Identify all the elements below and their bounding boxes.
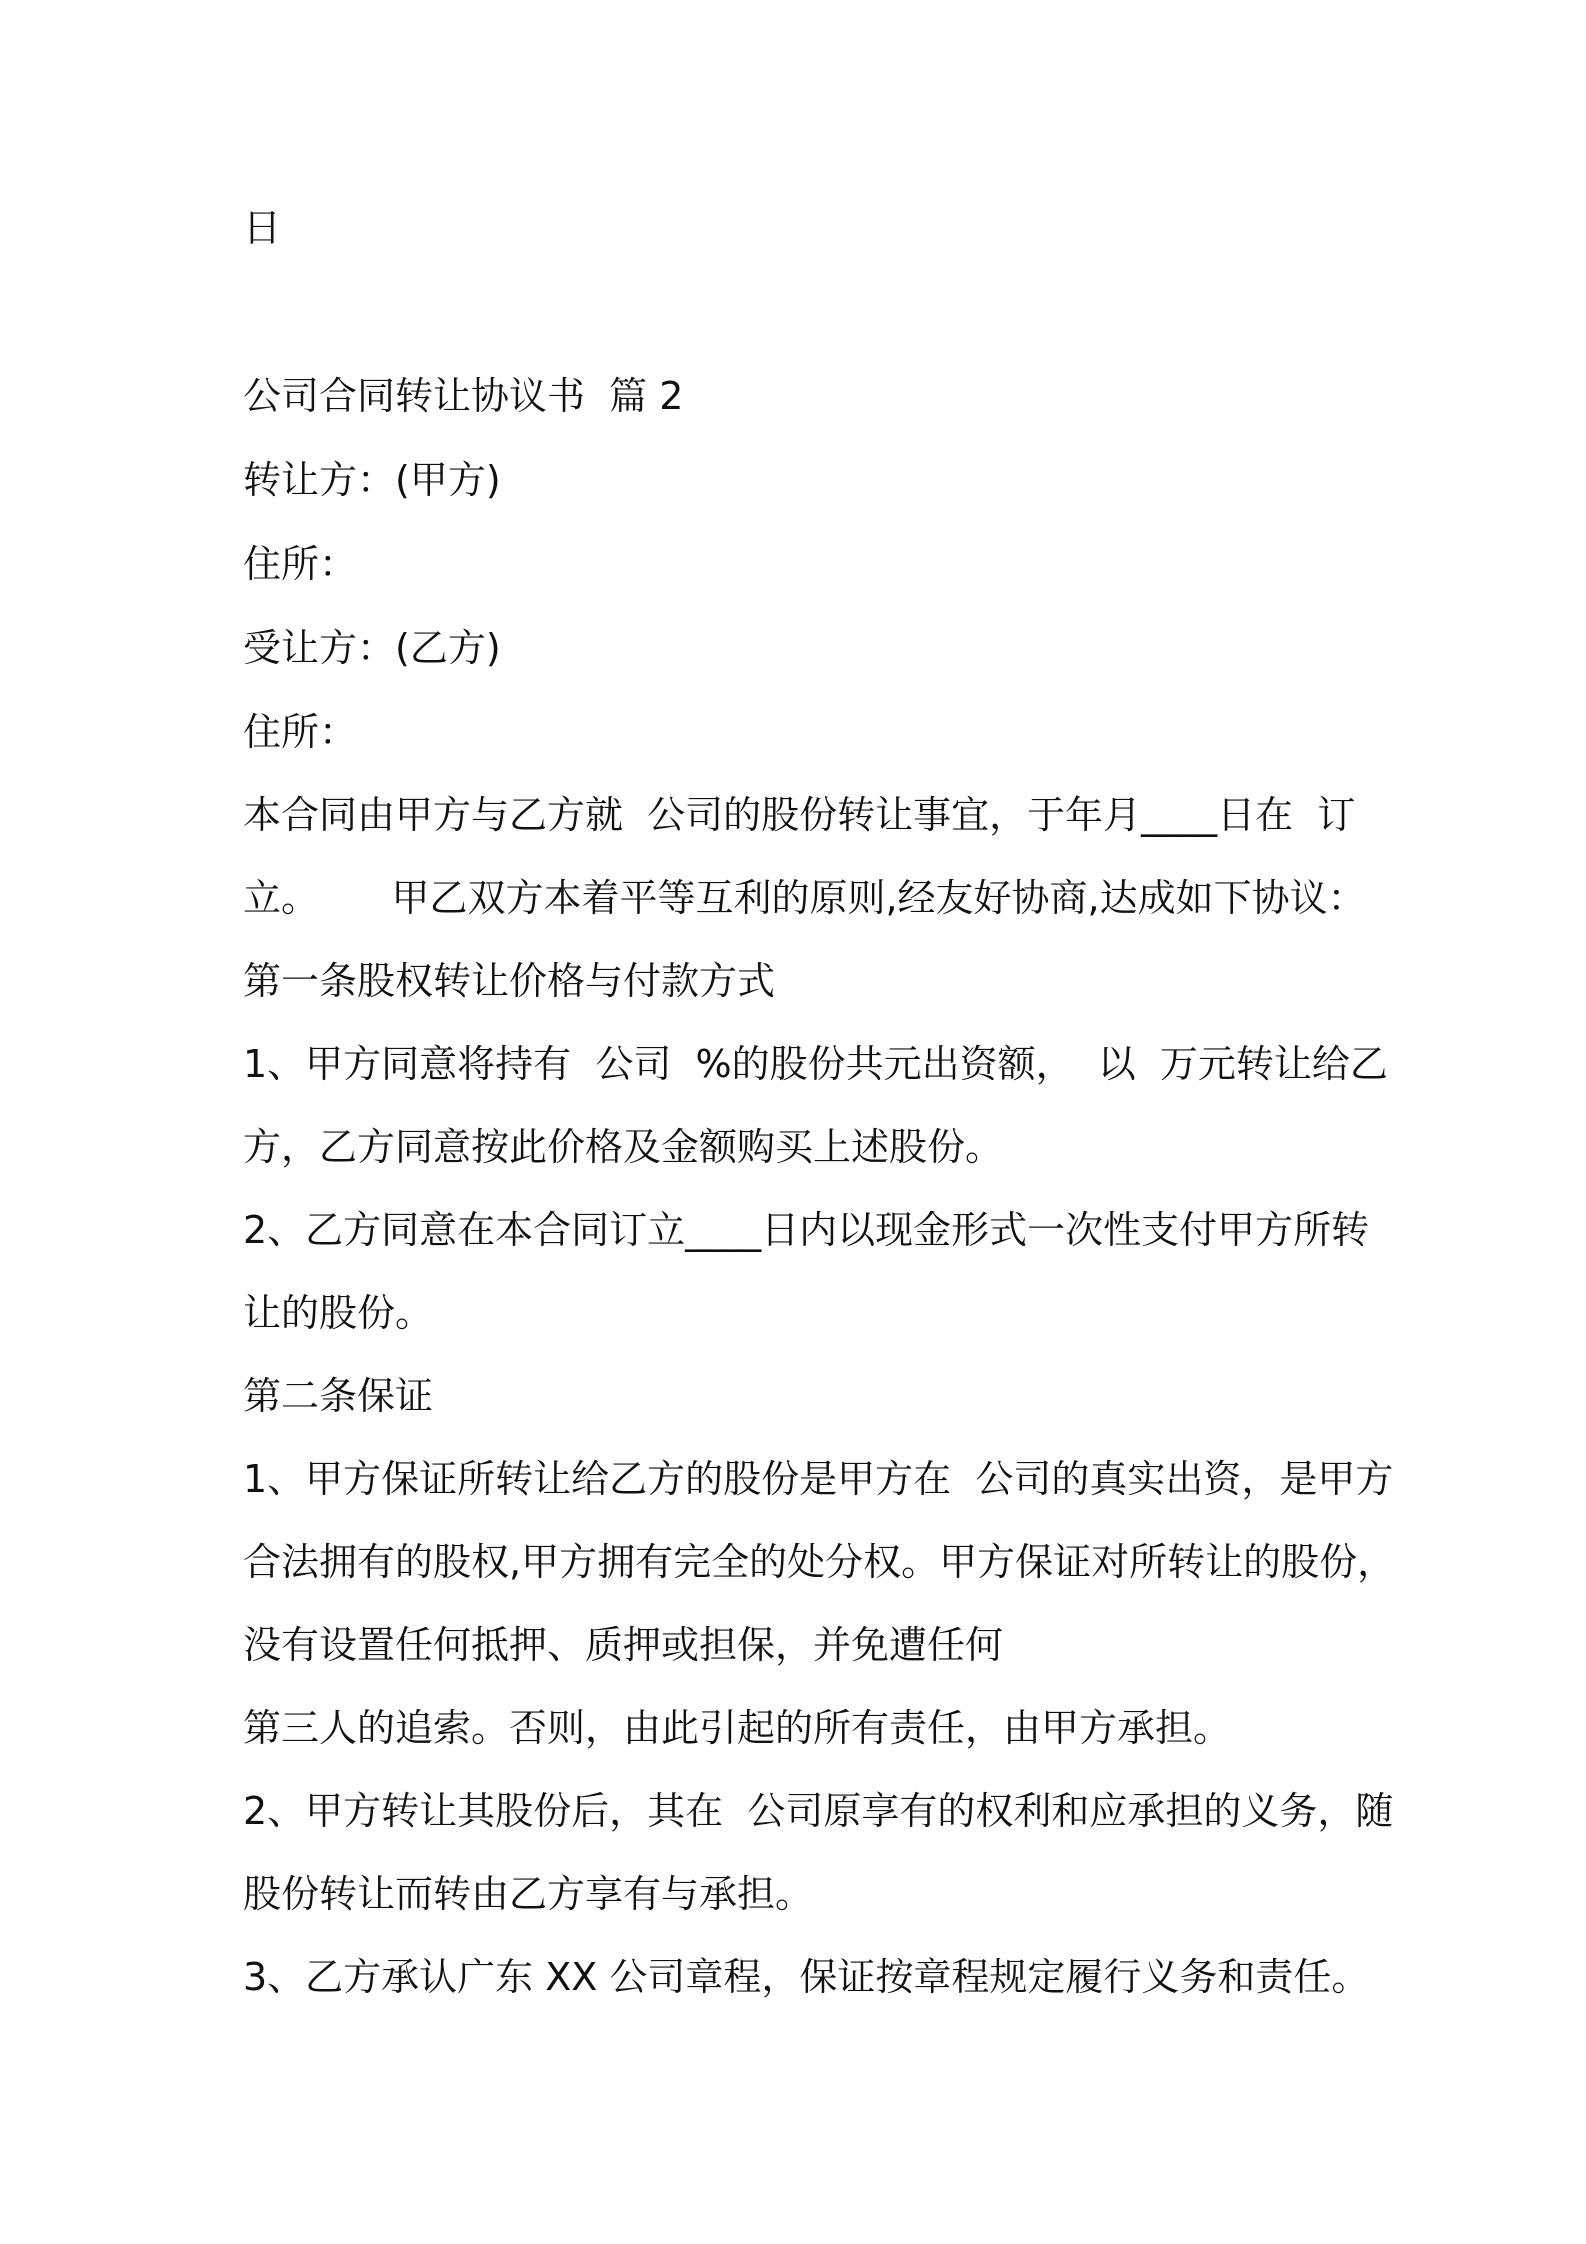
article-1-clause-2-line-1: 2、乙方同意在本合同订立____日内以现金形式一次性支付甲方所转	[243, 1208, 1370, 1252]
article-1-heading: 第一条股权转让价格与付款方式	[243, 959, 776, 1003]
transferor-address: 住所：	[243, 542, 358, 586]
article-2-clause-2-line-2: 股份转让而转由乙方享有与承担。	[243, 1872, 814, 1916]
text-line-date-fragment: 日	[243, 206, 282, 250]
intro-paragraph-line-2: 立。 甲乙双方本着平等互利的原则,经友好协商,达成如下协议：	[243, 876, 1366, 920]
article-1-clause-1-line-2: 方，乙方同意按此价格及金额购买上述股份。	[243, 1125, 1004, 1169]
article-1-clause-1-line-1: 1、甲方同意将持有 公司 %的股份共元出资额， 以 万元转让给乙	[243, 1042, 1388, 1086]
document-title: 公司合同转让协议书 篇 2	[243, 374, 684, 418]
article-2-heading: 第二条保证	[243, 1374, 434, 1418]
transferee-address: 住所：	[243, 710, 358, 754]
article-2-clause-1-line-3: 没有设置任何抵押、质押或担保，并免遭任何	[243, 1623, 1004, 1667]
intro-paragraph-line-1: 本合同由甲方与乙方就 公司的股份转让事宜，于年月____日在 订	[243, 793, 1356, 837]
article-2-clause-2-line-1: 2、甲方转让其股份后，其在 公司原享有的权利和应承担的义务，随	[243, 1789, 1394, 1833]
article-2-clause-1-line-4: 第三人的追索。否则，由此引起的所有责任，由甲方承担。	[243, 1706, 1232, 1750]
article-2-clause-1-line-1: 1、甲方保证所转让给乙方的股份是甲方在 公司的真实出资，是甲方	[243, 1457, 1394, 1501]
article-2-clause-1-line-2: 合法拥有的股权,甲方拥有完全的处分权。甲方保证对所转让的股份，	[243, 1540, 1396, 1584]
transferee-label: 受让方：(乙方)	[243, 626, 501, 670]
transferor-label: 转让方：(甲方)	[243, 458, 501, 502]
article-1-clause-2-line-2: 让的股份。	[243, 1291, 434, 1335]
article-2-clause-3: 3、乙方承认广东 XX 公司章程，保证按章程规定履行义务和责任。	[243, 1955, 1370, 1999]
